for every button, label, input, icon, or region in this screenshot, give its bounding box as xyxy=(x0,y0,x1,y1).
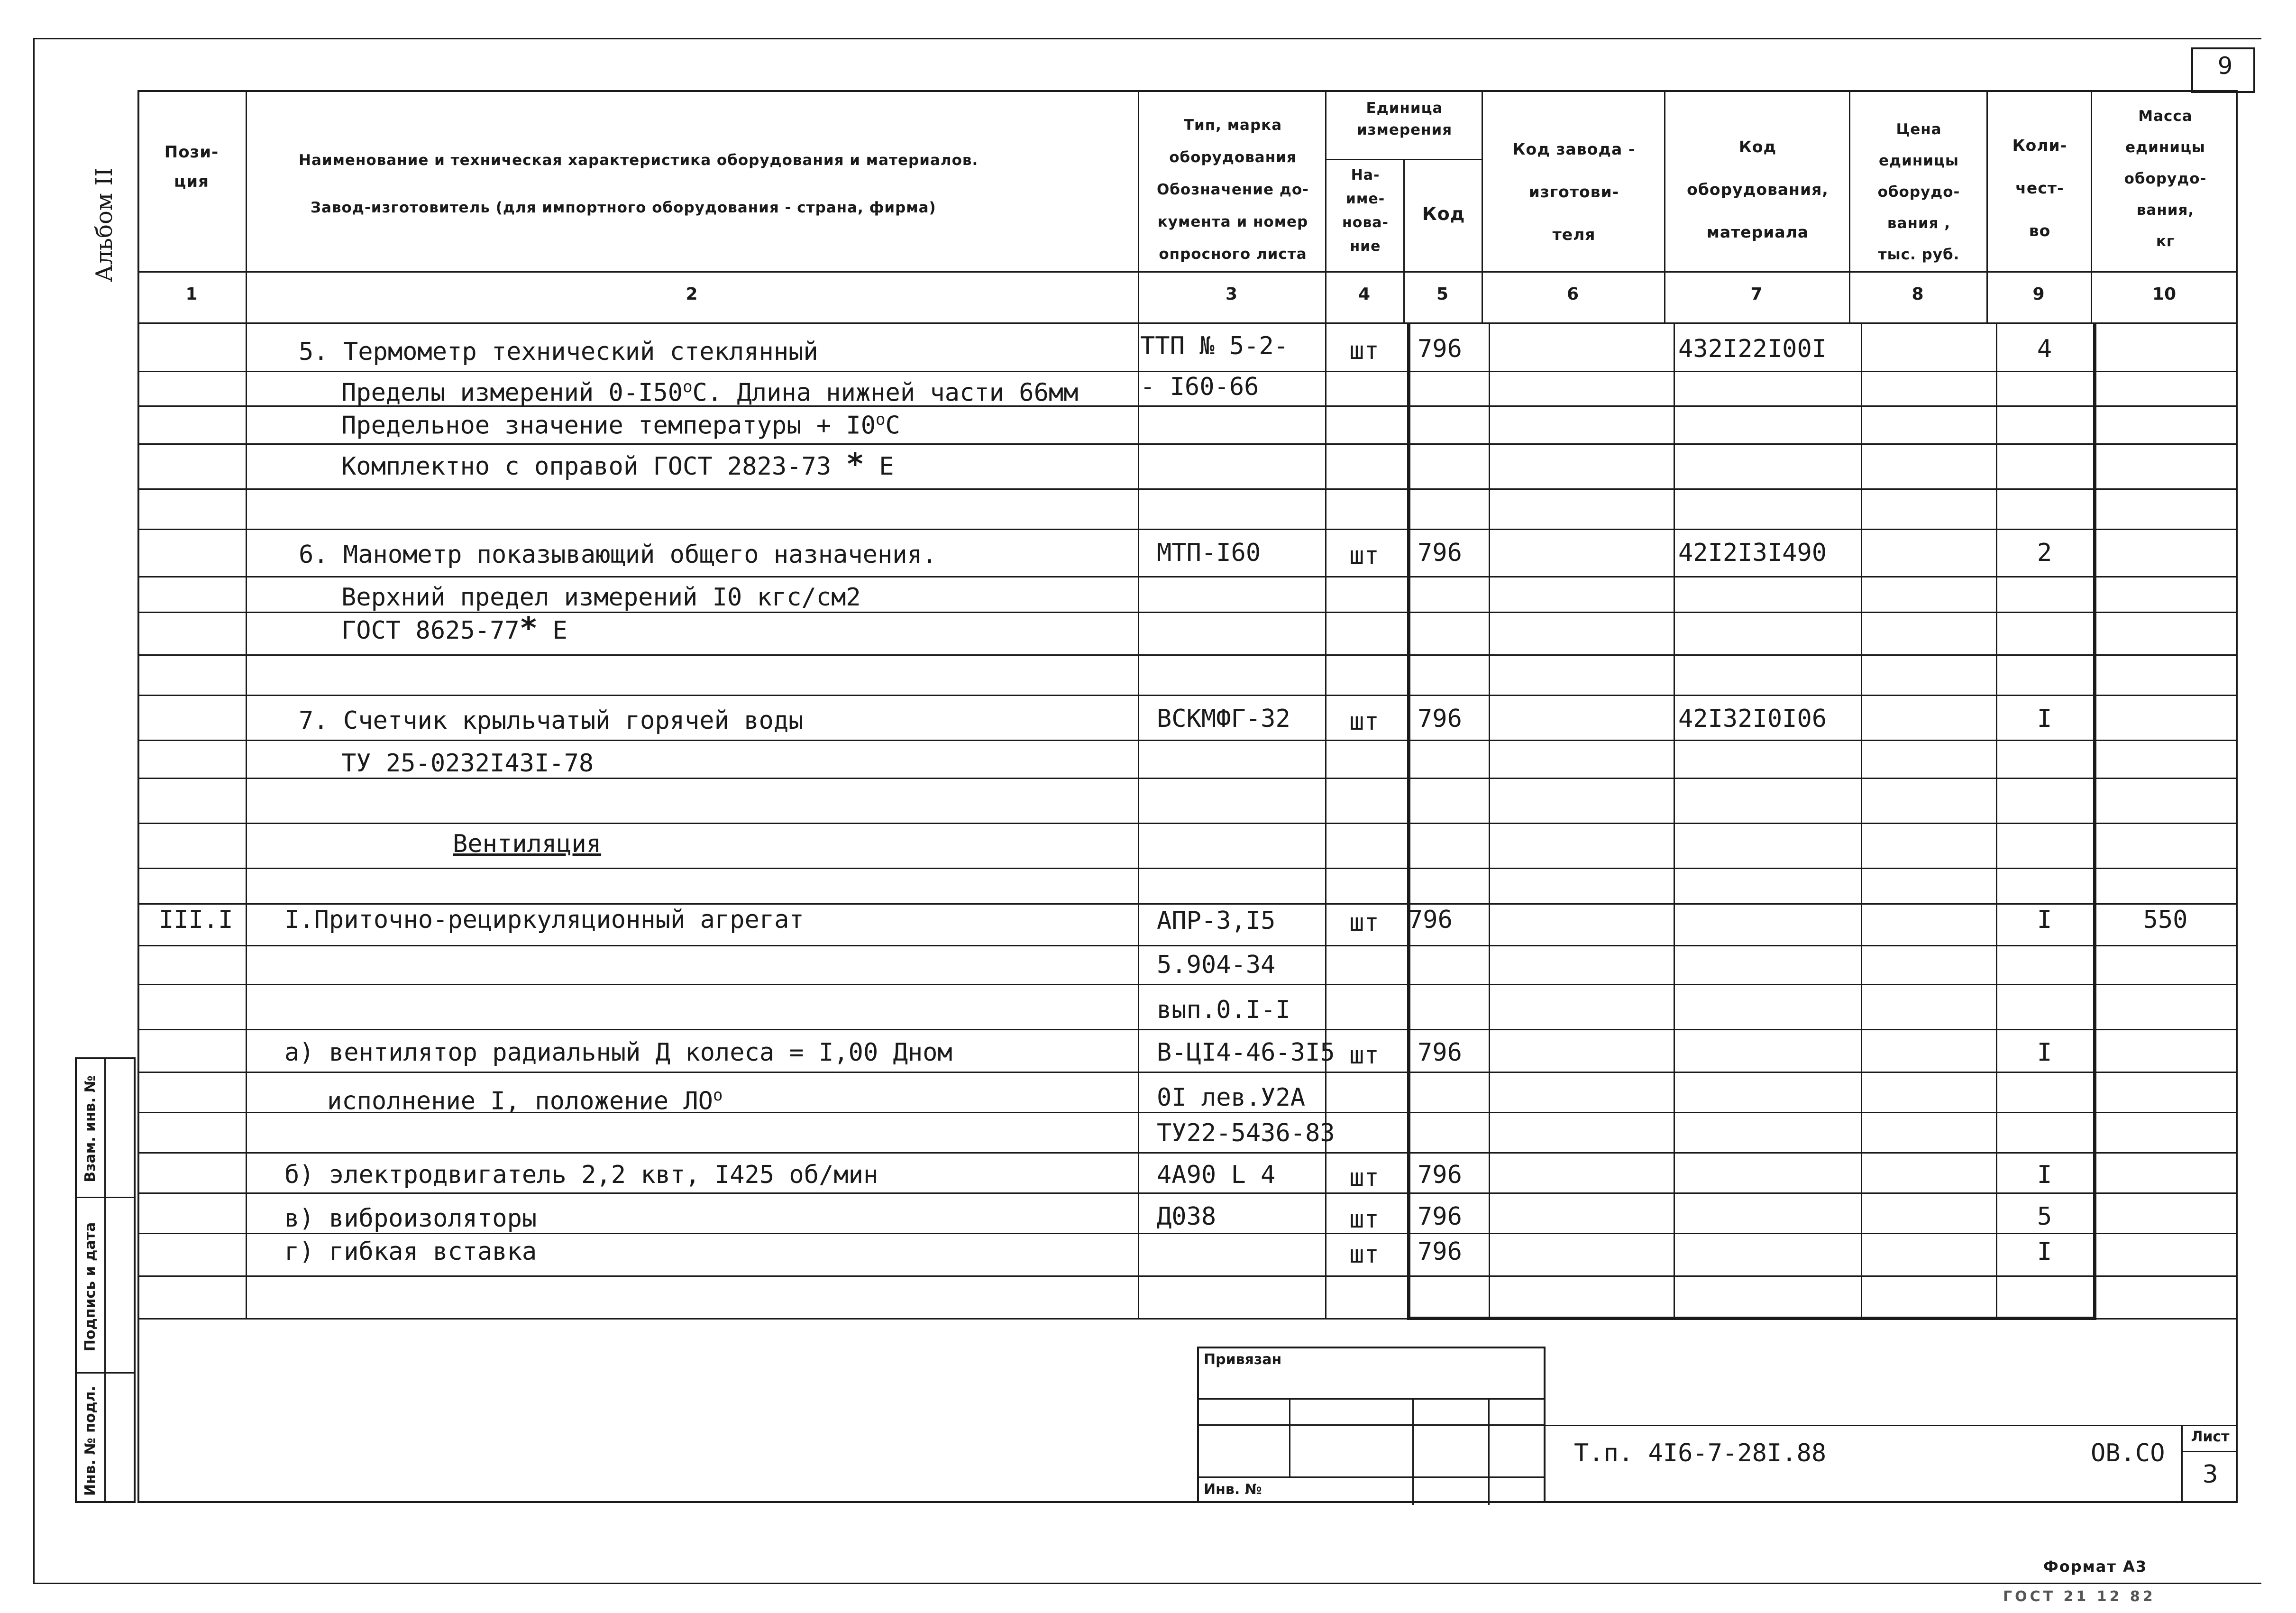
row-0-code: 796 xyxy=(1418,335,1462,363)
row-16-code: 796 xyxy=(1418,1161,1462,1189)
row-4-type: МТП-I60 xyxy=(1157,539,1261,567)
row-0-equip-code: 432I22I00I xyxy=(1678,335,1827,363)
hdr-qty-3: во xyxy=(2029,221,2051,240)
hdr-price-3: оборудо- xyxy=(1877,183,1960,201)
hdr-price-1: Цена xyxy=(1896,121,1942,138)
hdr-mass-5: кг xyxy=(2156,233,2175,250)
row-18-qty: I xyxy=(2037,1237,2052,1266)
hdr-unit-name-1: На- xyxy=(1351,167,1380,183)
row-14-name: исполнение I, положение $ЛО^o$ xyxy=(327,1086,723,1116)
hdr-unit-name-2: име- xyxy=(1345,191,1385,207)
row-17-name: в) виброизоляторы xyxy=(284,1204,537,1233)
colnum-4: 4 xyxy=(1358,284,1371,304)
hdr-type-5: опросного листа xyxy=(1159,246,1307,263)
hdr-unit-code: Код xyxy=(1422,203,1465,224)
row-7-code: 796 xyxy=(1418,705,1462,733)
hdr-mass-3: оборудо- xyxy=(2124,170,2207,187)
hdr-price-4: вания , xyxy=(1887,215,1951,232)
gost-label: ГОСТ 21 12 82 xyxy=(2003,1588,2156,1605)
hdr-unit-name-3: нова- xyxy=(1342,214,1389,231)
row-10-name: I.Приточно-рециркуляционный агрегат xyxy=(284,906,804,934)
hdr-name-2: Завод-изготовитель (для импортного оборудования - страна, фирма) xyxy=(311,199,936,216)
row-1-type: - I60-66 xyxy=(1140,373,1259,401)
hdr-equip-3: материала xyxy=(1706,223,1809,241)
row-16-qty: I xyxy=(2037,1161,2052,1189)
row-16-unit: шт xyxy=(1349,1164,1379,1192)
row-0-type: ТТП № 5-2- xyxy=(1140,332,1289,360)
doc-code: Т.п. 4I6-7-28I.88 xyxy=(1574,1439,1827,1467)
row-17-unit: шт xyxy=(1349,1205,1379,1234)
row-12-type: вып.0.I-I xyxy=(1157,996,1290,1024)
sheet-number: 9 xyxy=(2217,52,2233,80)
side-title: Альбом II xyxy=(91,167,118,282)
row-10-unit: шт xyxy=(1349,908,1379,937)
doc-suffix: ОВ.СО xyxy=(2091,1439,2165,1467)
colnum-2: 2 xyxy=(686,284,698,304)
row-18-name: г) гибкая вставка xyxy=(284,1237,537,1266)
row-10-pos: III.I xyxy=(159,906,233,934)
row-16-name: б) электродвигатель 2,2 квт, I425 об/мин xyxy=(284,1161,878,1189)
hdr-type-4: кумента и номер xyxy=(1157,213,1308,230)
hdr-type-3: Обозначение до- xyxy=(1156,181,1309,198)
colnum-1: 1 xyxy=(185,284,198,304)
row-15-type: ТУ22-5436-83 xyxy=(1157,1119,1335,1147)
hdr-qty-1: Коли- xyxy=(2012,136,2067,155)
row-17-code: 796 xyxy=(1418,1202,1462,1231)
hdr-mass-2: единицы xyxy=(2125,139,2205,156)
row-10-qty: I xyxy=(2037,906,2052,934)
hdr-unit-1: Единица xyxy=(1366,100,1443,117)
page-frame-bottom xyxy=(33,1583,2261,1584)
sheet-number-box xyxy=(2191,47,2255,93)
row-13-name: а) вентилятор радиальный Д колеса = I,00 Дном xyxy=(284,1038,952,1067)
row-18-code: 796 xyxy=(1418,1237,1462,1266)
hdr-price-2: единицы xyxy=(1879,152,1959,169)
colnum-8: 8 xyxy=(1912,284,1924,304)
row-4-name: 6. Манометр показывающий общего назначения. xyxy=(299,541,937,569)
inv-label: Инв. № xyxy=(1204,1481,1262,1498)
row-10-code: 796 xyxy=(1408,906,1453,934)
row-7-type: ВСКМФГ-32 xyxy=(1157,705,1290,733)
hdr-mass-1: Масса xyxy=(2138,108,2193,125)
row-1-name: Пределы измерений 0-I50$^o$С. Длина нижней части 66мм xyxy=(341,377,1079,407)
side-stamp-sign: Подпись и дата xyxy=(82,1222,99,1352)
sheet-value: 3 xyxy=(2202,1460,2218,1489)
row-16-type: 4А90 L 4 xyxy=(1157,1161,1276,1189)
colnum-10: 10 xyxy=(2152,284,2177,304)
page-frame-left xyxy=(33,38,35,1584)
row-13-qty: I xyxy=(2037,1038,2052,1067)
hdr-maker-2: изготови- xyxy=(1528,183,1619,201)
hdr-unit-name-4: ние xyxy=(1350,238,1381,255)
row-10-type: АПР-3,I5 xyxy=(1157,907,1276,935)
hdr-maker-3: теля xyxy=(1552,225,1596,244)
hdr-type-2: оборудования xyxy=(1169,149,1297,166)
row-17-type: Д038 xyxy=(1157,1202,1217,1231)
hdr-qty-2: чест- xyxy=(2015,179,2064,197)
row-4-unit: шт xyxy=(1349,541,1379,570)
page-frame-top xyxy=(33,38,2261,39)
row-0-name: 5. Термометр технический стеклянный xyxy=(299,338,818,366)
row-7-unit: шт xyxy=(1349,707,1379,736)
section-title: Вентиляция xyxy=(453,830,602,858)
row-6-name: ГОСТ 8625-77* Е xyxy=(341,611,567,646)
hdr-equip-2: оборудования, xyxy=(1687,180,1829,199)
row-13-unit: шт xyxy=(1349,1041,1379,1070)
side-stamp xyxy=(75,1057,136,1503)
sheet-label: Лист xyxy=(2191,1429,2230,1445)
hdr-pos-1: Пози- xyxy=(164,143,219,162)
hdr-mass-4: вания, xyxy=(2136,202,2195,219)
bound-stamp xyxy=(1197,1347,1546,1503)
hdr-pos-2: ция xyxy=(174,172,209,191)
row-0-qty: 4 xyxy=(2037,335,2052,363)
format-label: Формат А3 xyxy=(2043,1558,2148,1576)
side-stamp-replace: Взам. инв. № xyxy=(82,1075,99,1182)
row-7-qty: I xyxy=(2037,705,2052,733)
colnum-5: 5 xyxy=(1436,284,1449,304)
hdr-type-1: Тип, марка xyxy=(1183,117,1282,134)
colnum-6: 6 xyxy=(1566,284,1579,304)
row-4-qty: 2 xyxy=(2037,539,2052,567)
row-3-name: Комплектно с оправой ГОСТ 2823-73 * Е xyxy=(341,447,894,482)
row-18-unit: шт xyxy=(1349,1240,1379,1269)
row-4-code: 796 xyxy=(1418,539,1462,567)
row-0-unit: шт xyxy=(1349,337,1379,365)
row-13-type: В-ЦI4-46-3I5 xyxy=(1157,1038,1335,1067)
row-8-name: ТУ 25-0232I43I-78 xyxy=(341,749,594,778)
sheet-box xyxy=(2181,1425,2238,1503)
row-14-type: 0I лев.У2А xyxy=(1157,1083,1306,1112)
colnum-9: 9 xyxy=(2032,284,2045,304)
row-2-name: Предельное значение температуры + $I0^oС$ xyxy=(341,410,900,440)
row-17-qty: 5 xyxy=(2037,1202,2052,1231)
row-7-equip-code: 42I32I0I06 xyxy=(1678,705,1827,733)
colnum-7: 7 xyxy=(1750,284,1763,304)
hdr-price-5: тыс. руб. xyxy=(1878,246,1960,263)
row-11-type: 5.904-34 xyxy=(1157,951,1276,979)
hdr-unit-2: измерения xyxy=(1356,121,1453,138)
row-10-mass: 550 xyxy=(2143,906,2188,934)
hdr-maker-1: Код завода - xyxy=(1512,140,1636,158)
row-4-equip-code: 42I2I3I490 xyxy=(1678,539,1827,567)
row-7-name: 7. Счетчик крыльчатый горячей воды xyxy=(299,706,804,735)
side-stamp-inv: Инв. № подл. xyxy=(82,1385,99,1496)
bound-label: Привязан xyxy=(1204,1351,1282,1368)
row-13-code: 796 xyxy=(1418,1038,1462,1067)
colnum-3: 3 xyxy=(1225,284,1238,304)
hdr-name-1: Наименование и техническая характеристика оборудования и материалов. xyxy=(299,152,979,169)
row-5-name: Верхний предел измерений I0 кгс/см2 xyxy=(341,583,861,612)
hdr-equip-1: Код xyxy=(1738,137,1777,156)
